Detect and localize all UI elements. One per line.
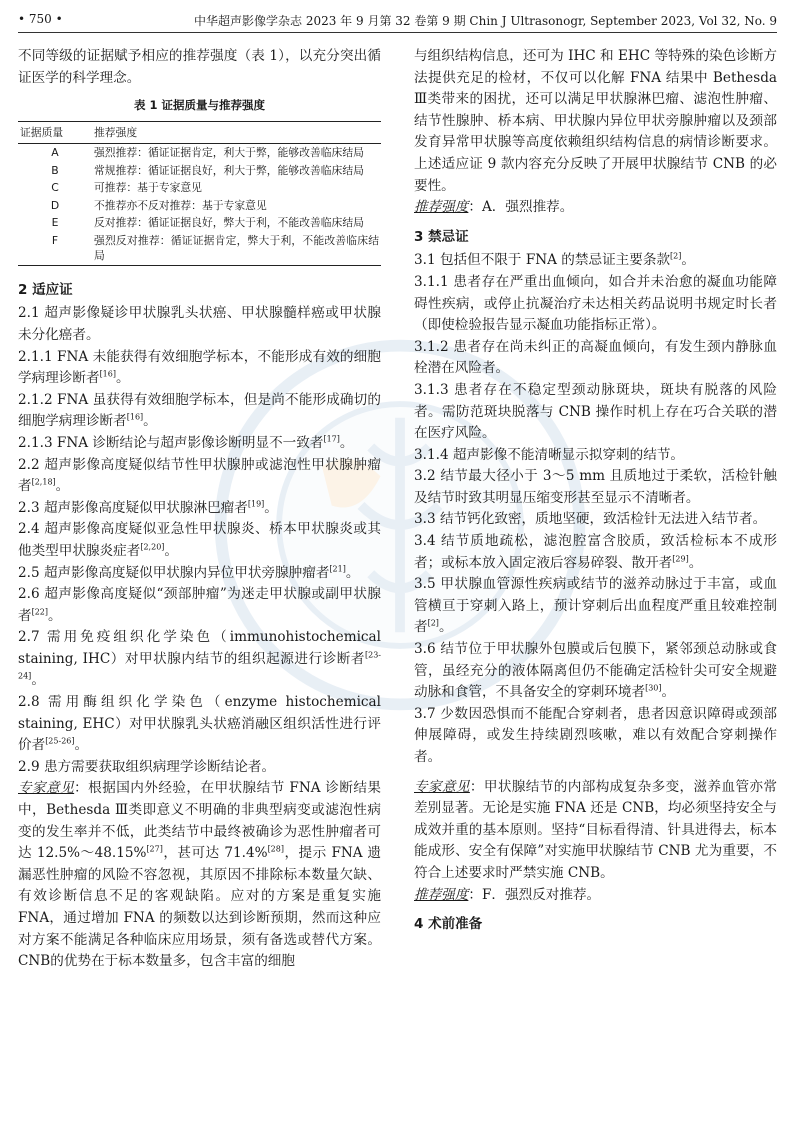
citation: [2,20]	[140, 542, 165, 552]
citation: [17]	[323, 434, 340, 444]
list-item: 2.1.1 FNA 未能获得有效细胞学标本，不能形成有效的细胞学病理诊断者[16]。	[18, 348, 381, 387]
list-item: 2.7 需用免疫组织化学染色（immunohistochemical staining, IHC）对甲状腺内结节的组织起源进行诊断者[23-24]。	[18, 629, 381, 689]
list-item: 2.2 超声影像高度疑似结节性甲状腺肿或滤泡性甲状腺肿瘤者[2,18]。	[18, 456, 381, 495]
table-header-row	[18, 121, 381, 144]
list-item: 3.5 甲状腺血管源性疾病或结节的滋养动脉过于丰富，或血管横亘于穿刺入路上，预计穿刺后出血程度严重且较难控制者[2]。	[414, 576, 777, 636]
list-item: 2.1 超声影像疑诊甲状腺乳头状癌、甲状腺髓样癌或甲状腺未分化癌者。	[18, 305, 381, 343]
list-item: 3.2 结节最大径小于 3～5 mm 且质地过于柔软，活检针触及结节时致其明显压缩变形甚至显示不清晰者。	[414, 468, 777, 506]
expert-opinion-2: 专家意见：甲状腺结节的内部构成复杂多变，滋养血管亦常差别显著。无论是实施 FNA 还是 CNB，均必须坚持安全与成效并重的基本原则。坚持“目标看得清、针具进得去，标本能成形、安全有保障”对实施甲状腺结节 CNB 尤为重要，不符合上述要求时严禁实施 CNB。	[414, 778, 777, 881]
strength-cell: 不推荐亦不反对推荐：基于专家意见	[94, 198, 267, 212]
citation: [25-26]	[45, 736, 75, 746]
list-item: 2.5 超声影像高度疑似甲状腺内异位甲状旁腺肿瘤者[21]。	[18, 563, 360, 581]
strength-cell: 常规推荐：循证证据良好，利大于弊，能够改善临床结局	[94, 163, 364, 177]
citation: [16]	[99, 369, 116, 379]
citation: [2,18]	[31, 477, 56, 487]
list-item: 2.8 需用酶组织化学染色（enzyme histochemical staining, EHC）对甲状腺乳头状癌消融区组织活性进行评价者[25-26]。	[18, 694, 381, 754]
list-item: 2.4 超声影像高度疑似亚急性甲状腺炎、桥本甲状腺炎或其他类型甲状腺炎症者[2,20]。	[18, 521, 381, 559]
grade-cell: C	[51, 181, 59, 195]
strength-cell: 反对推荐：循证证据良好，弊大于利，不能改善临床结局	[94, 216, 364, 230]
page-number: • 750 •	[18, 12, 63, 26]
section-3-title: 3 禁忌证	[414, 228, 469, 245]
section-4-title: 4 术前准备	[414, 916, 483, 933]
right-column	[414, 46, 777, 938]
grade-cell: A	[51, 146, 59, 160]
list-item: 3.1 包括但不限于 FNA 的禁忌证主要条款[2]。	[414, 251, 695, 269]
citation: [2]	[427, 618, 439, 628]
strength-cell: 可推荐：基于专家意见	[94, 181, 202, 195]
table-caption: 表 1 证据质量与推荐强度	[133, 98, 265, 113]
list-item: 3.1.3 患者存在不稳定型颈动脉斑块，斑块有脱落的风险者。需防范斑块脱落与 CNB 操作时机上存在巧合关联的潜在医疗风险。	[414, 381, 777, 442]
recommendation-2: 推荐强度：F．强烈反对推荐。	[414, 886, 601, 903]
journal-info: 中华超声影像学杂志 2023 年 9 月第 32 卷第 9 期 Chin J Ultrasonogr, September 2023, Vol 32, No. 9	[194, 14, 777, 28]
left-column	[18, 46, 381, 973]
citation: [16]	[126, 412, 144, 422]
list-item: 3.3 结节钙化致密，质地坚硬，致活检针无法进入结节者。	[414, 511, 767, 528]
section-2-title: 2 适应证	[18, 281, 73, 298]
expert-opinion-1: 专家意见：根据国内外经验，在甲状腺结节 FNA 诊断结果中，Bethesda Ⅲ类即意义不明确的非典型病变或滤泡性病变的发生率并不低，此类结节中最终被确诊为恶性肿瘤者可达 12.5%～48.15%[27]，甚可达 71.4%[28]，提示 FNA 遗漏恶性肿瘤的风险不容忽视，其原因不排除标本数量欠缺、有效诊断信息不足的客观缺陷。应对的方案是重复实施 FNA，通过增加 FNA 的频数以达到诊断预期，然而这种应对方案不能满足各种临床应用场景，须有备选或替代方案。CNB的优势在于标本数量多，包含丰富的细胞	[18, 780, 381, 970]
table-row	[18, 162, 381, 180]
citation: [21]	[329, 563, 346, 573]
list-item: 3.1.4 超声影像不能清晰显示拟穿刺的结节。	[414, 446, 685, 463]
table-row	[18, 179, 381, 197]
table-row	[18, 232, 381, 266]
list-item: 3.7 少数因恐惧而不能配合穿刺者，患者因意识障碍或颈部伸展障碍，或发生持续剧烈咳嗽，难以有效配合穿刺操作者。	[414, 705, 777, 765]
list-item: 3.4 结节质地疏松，滤泡腔富含胶质，致活检标本不成形者；或标本放入固定液后容易碎裂、散开者[29]。	[414, 533, 777, 571]
table-header-strength: 推荐强度	[94, 125, 138, 139]
list-item: 2.9 患方需要获取组织病理学诊断结论者。	[18, 758, 276, 775]
page-header	[18, 10, 777, 33]
evidence-table	[18, 121, 381, 266]
list-item: 3.1.2 患者存在尚未纠正的高凝血倾向，有发生颈内静脉血栓潜在风险者。	[414, 338, 777, 377]
citation: [2]	[670, 251, 682, 261]
table-row	[18, 197, 381, 215]
table-row	[18, 214, 381, 232]
grade-cell: E	[51, 216, 59, 230]
list-item: 3.6 结节位于甲状腺外包膜或后包膜下，紧邻颈总动脉或食管，虽经充分的液体隔离但仍不能确定活检针尖可安全规避动脉和食管，不具备安全的穿刺环境者[30]。	[414, 641, 777, 701]
expert-label: 专家意见	[18, 780, 75, 797]
table-row	[18, 144, 381, 162]
citation: [30]	[645, 683, 662, 693]
list-item: 2.1.2 FNA 虽获得有效细胞学标本，但是尚不能形成确切的细胞学病理诊断者[16]。	[18, 391, 381, 430]
list-item: 2.3 超声影像高度疑似甲状腺淋巴瘤者[19]。	[18, 499, 278, 516]
continued-paragraph: 与组织结构信息，还可为 IHC 和 EHC 等特殊的染色诊断方法提供充足的检材，不仅可以化解 FNA 结果中 Bethesda Ⅲ类带来的困扰，还可以满足甲状腺淋巴瘤、滤泡性肿瘤、结节性腺肿、桥本病、甲状腺内异位甲状旁腺肿瘤以及颈部发育异常甲状腺等高度依赖组织结构信息的病情诊断要求。上述适应证 9 款内容充分反映了开展甲状腺结节 CNB 的必要性。	[414, 48, 777, 194]
citation: [22]	[31, 607, 49, 617]
table-header-grade: 证据质量	[20, 125, 64, 139]
strength-cell: 强烈推荐：循证证据肯定，利大于弊，能够改善临床结局	[94, 146, 364, 160]
strength-cell: 强烈反对推荐：循证证据肯定，弊大于利，不能改善临床结局	[94, 233, 379, 263]
recommendation-1: 推荐强度：A．强烈推荐。	[414, 199, 574, 216]
grade-cell: F	[51, 233, 59, 247]
citation: [23-24]	[18, 650, 381, 681]
list-item: 3.1.1 患者存在严重出血倾向，如合并未治愈的凝血功能障碍性疾病，或停止抗凝治疗未达相关药品说明书规定时长者（即使检验报告显示凝血功能指标正常）。	[414, 273, 777, 334]
citation: [19]	[247, 499, 265, 509]
grade-cell: D	[50, 198, 60, 212]
list-item: 2.6 超声影像高度疑似“颈部肿瘤”为迷走甲状腺或副甲状腺者[22]。	[18, 586, 381, 624]
list-item: 2.1.3 FNA 诊断结论与超声影像诊断明显不一致者[17]。	[18, 434, 354, 451]
grade-cell: B	[51, 163, 59, 177]
citation: [29]	[672, 554, 689, 564]
intro-paragraph: 不同等级的证据赋予相应的推荐强度（表 1），以充分突出循证医学的科学理念。	[18, 48, 381, 86]
